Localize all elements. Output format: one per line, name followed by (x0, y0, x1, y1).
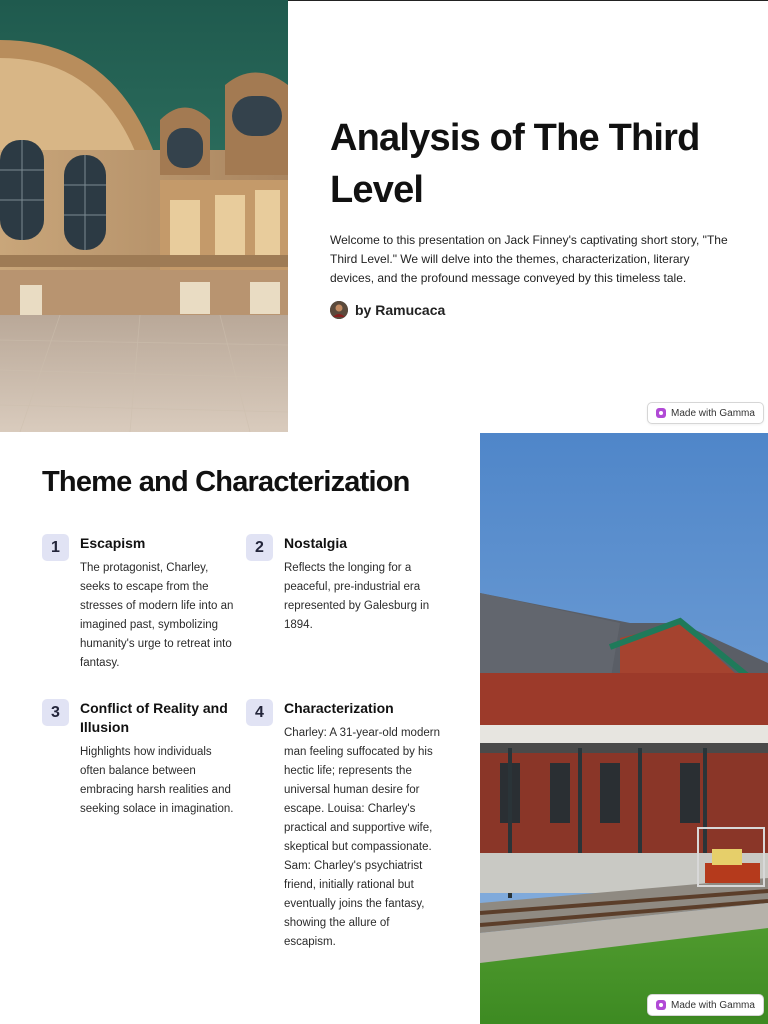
item-number: 3 (42, 699, 69, 726)
avatar (330, 301, 348, 319)
item-number: 1 (42, 534, 69, 561)
author-name: by Ramucaca (355, 302, 446, 318)
item-title: Escapism (80, 535, 146, 551)
item-title: Conflict of Reality and Illusion (80, 700, 228, 735)
title-slide (0, 0, 768, 432)
item-number: 2 (246, 534, 273, 561)
badge-label: Made with Gamma (671, 999, 755, 1011)
gamma-logo-icon (656, 1000, 666, 1010)
grand-central-terminal-image (0, 0, 288, 432)
intro-paragraph: Welcome to this presentation on Jack Finney's captivating short story, "The Third Level." We will delve into the themes, characterization, literary devices, and the profound message conveyed by this timeless tale. (330, 233, 728, 285)
made-with-gamma-badge[interactable] (647, 402, 764, 424)
item-number: 4 (246, 699, 273, 726)
item-body: Highlights how individuals often balance between embracing harsh realities and seeking solace in imagination. (80, 746, 234, 815)
presentation-title: Analysis of The Third Level (330, 117, 700, 211)
item-body: Reflects the longing for a peaceful, pre-industrial era represented by Galesburg in 1894. (284, 562, 430, 631)
section-title: Theme and Characterization (42, 466, 410, 498)
item-body: The protagonist, Charley, seeks to escape from the stresses of modern life into an imagined past, symbolizing humanity's urge to retreat into fantasy. (80, 562, 234, 669)
galesburg-train-station-image (480, 433, 768, 1024)
badge-label: Made with Gamma (671, 407, 755, 419)
item-title: Characterization (284, 700, 394, 716)
gamma-logo-icon (656, 408, 666, 418)
item-body: Charley: A 31-year-old modern man feeling suffocated by his hectic life; represents the universal human desire for escape. Louisa: Charley's practical and supportive wife, skeptical but compassionate. Sam: Charley's psychiatrist friend, initially rational but eventually joins the fantasy, showing the allure of escapism. (284, 727, 440, 948)
item-title: Nostalgia (284, 535, 348, 551)
author-byline (330, 301, 445, 319)
made-with-gamma-badge[interactable] (647, 994, 764, 1016)
